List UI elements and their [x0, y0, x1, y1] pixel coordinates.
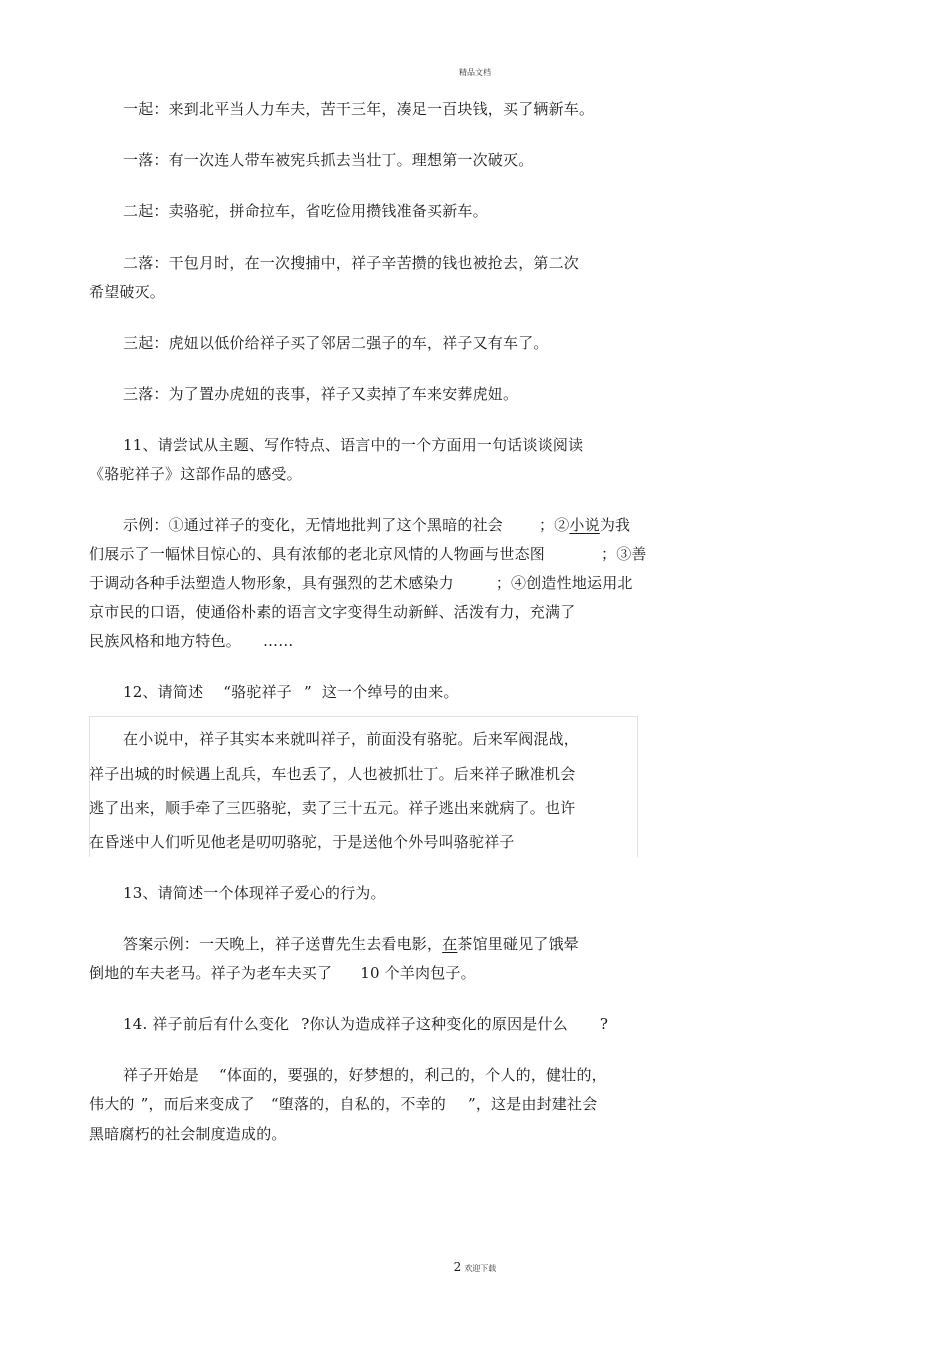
answer-11-text: ；②	[539, 516, 570, 534]
answer-11-text: 于调动各种手法塑造人物形象，具有强烈的艺术感染力	[89, 574, 454, 592]
question-11-line-2: 《骆驼祥子》这部作品的感受。	[89, 465, 302, 483]
answer-14-text: “体面的，要强的，好梦想的，利己的，个人的，健壮的，	[219, 1066, 607, 1084]
question-14-text: ?	[599, 1015, 609, 1033]
page-footer	[0, 1260, 950, 1274]
plot-fall-2-line-2: 希望破灭。	[89, 283, 166, 301]
plot-fall-1: 一落：有一次连人带车被宪兵抓去当壮丁。理想第一次破灭。	[123, 151, 534, 169]
answer-11-text: ；④创造性地运用北	[495, 574, 633, 592]
answer-13-text: 茶馆里碰见了饿晕	[457, 935, 580, 953]
answer-11-text: 民族风格和地方特色。	[89, 632, 242, 650]
answer-14-text: 伟大的	[89, 1095, 135, 1113]
answer-11-underlined: 小说	[569, 516, 600, 534]
answer-11-text: 为我	[599, 516, 631, 534]
answer-11-text: 们展示了一幅怵目惊心的、具有浓郁的老北京风情的人物画与世态图	[89, 545, 546, 563]
question-14-text: ?你认为造成祥子这种变化的原因是什么	[301, 1015, 568, 1033]
answer-11-line-1	[123, 515, 630, 535]
answer-11-line-4: 京市民的口语，使通俗朴素的语言文字变得生动新鲜、活泼有力，充满了	[89, 603, 576, 621]
answer-11-line-2	[89, 544, 647, 564]
plot-fall-2-line-1: 二落：干包月时，在一次搜捕中，祥子辛苦攒的钱也被抢去，第二次	[123, 254, 580, 272]
question-12-text: 这一个绰号的由来。	[321, 683, 459, 701]
answer-12-line-3: 逃了出来，顺手牵了三匹骆驼，卖了三十五元。祥子逃出来就病了。也许	[89, 799, 576, 817]
page-number: 2	[453, 1260, 462, 1274]
answer-11-ellipsis: ……	[263, 632, 294, 650]
question-12	[123, 682, 459, 702]
answer-11-text: ；③善	[601, 545, 647, 563]
answer-13-line-2	[89, 963, 476, 983]
answer-12-line-2: 祥子出城的时候遇上乱兵，车也丢了，人也被抓壮丁。后来祥子瞅准机会	[89, 765, 576, 783]
answer-14-line-1	[123, 1065, 607, 1085]
answer-11-line-3	[89, 573, 633, 593]
answer-12-line-4: 在昏迷中人们听见他老是叨叨骆驼，于是送他个外号叫骆驼祥子	[89, 833, 515, 851]
question-11-line-1: 11、请尝试从主题、写作特点、语言中的一个方面用一句话谈谈阅读	[123, 436, 584, 454]
plot-fall-3: 三落：为了置办虎妞的丧事，祥子又卖掉了车来安葬虎妞。	[123, 385, 519, 403]
question-13: 13、请简述一个体现祥子爱心的行为。	[123, 884, 386, 902]
answer-13-text: 倒地的车夫老马。祥子为老车夫买了	[89, 964, 333, 982]
answer-14-text: 祥子开始是	[123, 1066, 200, 1084]
plot-rise-2: 二起：卖骆驼，拼命拉车，省吃俭用攒钱准备买新车。	[123, 202, 488, 220]
question-12-text: ”	[303, 683, 312, 701]
answer-13-text: 10 个羊肉包子。	[360, 964, 476, 982]
answer-12-line-1: 在小说中，祥子其实本来就叫祥子，前面没有骆驼。后来军阀混战，	[123, 730, 580, 748]
answer-14-line-2	[89, 1094, 597, 1114]
answer-14-text: ”，这是由封建社会	[467, 1095, 598, 1113]
question-14	[123, 1014, 608, 1034]
answer-13-text: 答案示例：一天晚上，祥子送曹先生去看电影，	[123, 935, 443, 953]
plot-rise-3: 三起：虎妞以低价给祥子买了邻居二强子的车，祥子又有车了。	[123, 334, 549, 352]
answer-11-line-5	[89, 631, 293, 651]
question-14-text: 14. 祥子前后有什么变化	[123, 1015, 290, 1033]
answer-14-text: “堕落的，自私的，不幸的	[270, 1095, 446, 1113]
answer-13-underlined: 在	[442, 935, 458, 953]
page-header-label: 精品文档	[459, 68, 491, 77]
plot-rise-1: 一起：来到北平当人力车夫，苦干三年，凑足一百块钱，买了辆新车。	[123, 100, 595, 118]
answer-14-line-3: 黑暗腐朽的社会制度造成的。	[89, 1125, 287, 1143]
answer-11-text: 示例：①通过祥子的变化，无情地批判了这个黑暗的社会	[123, 516, 504, 534]
answer-13-line-1	[123, 934, 579, 954]
footer-label: 欢迎下载	[464, 1264, 497, 1273]
answer-14-text: ”，而后来变成了	[140, 1095, 255, 1113]
question-12-text: 12、请简述	[123, 683, 204, 701]
question-12-text: “骆驼祥子	[223, 683, 292, 701]
